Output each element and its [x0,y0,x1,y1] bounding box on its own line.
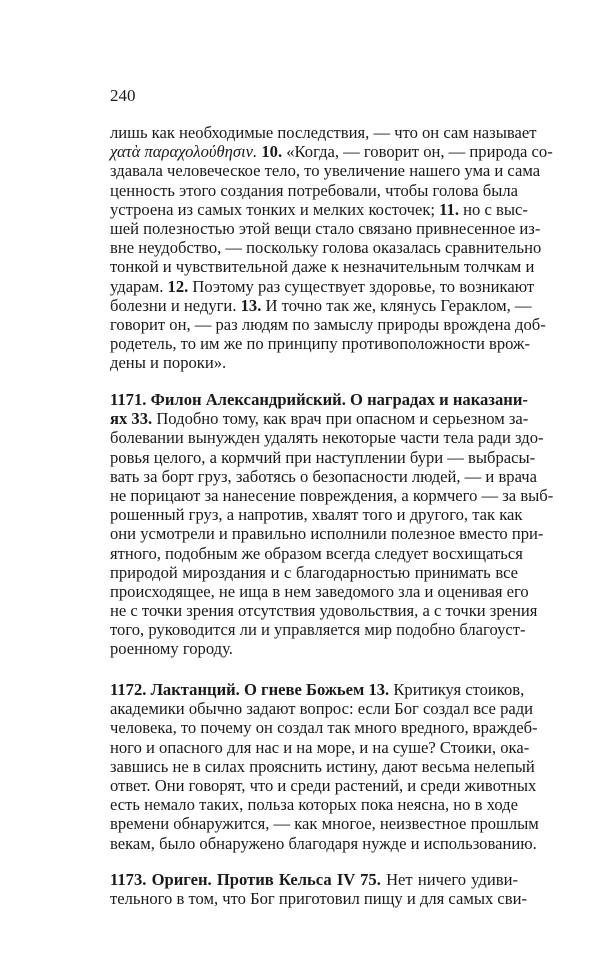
text-line [110,218,541,238]
text: шей полезностью этой вещи стало связано привнесенное из- [110,218,541,238]
text-line [110,833,537,853]
text-line [110,814,539,834]
text: болезни и недуги. [110,295,241,315]
text: здавала человеческое тело, то увеличение нашего ума и сама [110,161,541,181]
text: «Когда, — говорит он, — природа со- [282,142,553,162]
text: есть немало таких, польза которых пока неясна, но в ходе [110,795,518,815]
text-line [110,795,518,814]
text-line [110,680,525,699]
text-line [110,639,518,658]
text-line [110,295,532,315]
text-line [110,485,554,505]
text: болевании вынужден удалять некоторые части тела ради здо- [110,428,544,448]
text: Поэтому раз существует здоровье, то возникают [188,276,535,296]
text: ценность этого создания потребовали, чтобы голова была [110,180,518,200]
text-line [110,775,537,795]
text-line [110,756,535,776]
text: происходящее, не ища в нем заведомого зла и оценивая его [110,581,529,601]
text-line [110,447,536,467]
page-number: 240 [110,86,136,105]
paragraph [110,870,528,909]
text: векам, было обнаружено благодаря нужде и использованию. [110,833,537,853]
bold-text: 1172. Лактанций. О гневе Божьем 13. [110,680,390,699]
text: ного и опасного для нас и на море, и на суше? Стоики, ока- [110,737,530,757]
text: тонкой и чувствительной даже к незначительным толчкам и [110,257,535,277]
bold-text: 10. [261,142,283,162]
text-line [110,737,530,757]
text-line [110,199,528,219]
text: вне неудобство, — поскольку голова оказалась сравнительно [110,238,542,258]
bold-text: 11. [439,199,459,219]
text-line [110,601,538,621]
text-line [110,466,537,486]
text-line [110,699,534,719]
text: родетель, то им же по принципу противоположности врож- [110,334,531,354]
text: И точно так же, клянусь Гераклом, — [261,295,532,315]
text-line [110,889,528,909]
text-line [110,314,546,334]
text: Нет ничего удиви- [380,870,519,889]
text: роенному городу. [110,639,233,659]
text-line [110,390,528,409]
text-line [110,409,529,429]
text-line [110,123,537,142]
text: Критикуя стоиков, [389,680,525,699]
text: ударам. [110,276,168,296]
bold-text: 13. [240,295,262,315]
text-line [110,353,518,372]
text-line [110,581,529,601]
text: ответ. Они говорят, что и среди растений, и среди животных [110,775,537,795]
text-line [110,563,518,582]
text: дены и пороки». [110,353,227,373]
text: человека, то почему он создал так много вредного, враждеб- [110,718,538,738]
paragraph [110,390,554,659]
text: завшись не в силах прояснить истину, дают весьма нелепый [110,756,535,776]
text: они усмотрели и правильно исполнили полезное вместо при- [110,524,544,544]
text: времени обнаружится, — как многое, неизвестное прошлым [110,814,539,834]
text-line [110,238,542,258]
text: тельного в том, что Бог приготовил пищу и для самых сви- [110,889,528,909]
bold-text: 1173. Ориген. Против Кельса IV 75. [110,870,381,889]
bold-text: ях 33. [110,409,153,429]
text-line [110,428,544,448]
text: устроена из самых тонких и мелких косточек; [110,199,440,219]
text-line [110,524,544,544]
text-line [110,142,553,162]
text: не порицают за нанесение повреждения, а кормчего — за выб- [110,485,554,505]
text: Подобно тому, как врач при опасном и серьезном за- [152,409,529,429]
text: не с точки зрения отсутствия удовольствия, а с точки зрения [110,601,538,621]
text-line [110,505,523,525]
text: рошенный груз, а напротив, хвалят того и другого, так как [110,505,523,525]
text-line [110,181,518,200]
text: ровья целого, а кормчий при наступлении бури — выбрасы- [110,447,536,467]
text: того, руководится ли и управляется мир подобно благоуст- [110,620,526,640]
text-line [110,543,523,563]
text: говорит он, — раз людям по замыслу природы врождена доб- [110,314,546,334]
text-line [110,161,541,181]
text-line [110,718,538,738]
text-line [110,334,531,354]
greek-text: χατὰ παραχολούθησιν. [110,142,262,162]
text: академики обычно задают вопрос: если Бог создал все ради [110,699,534,719]
bold-text: 1171. Филон Александрийский. О наградах и наказани- [110,390,528,409]
text-line [110,620,526,640]
text: ятного, подобным же образом всегда следует восхищаться [110,543,523,563]
text: вать за борт груз, заботясь о безопасности людей, — и врача [110,466,537,486]
bold-text: 12. [167,276,189,296]
text: лишь как необходимые последствия, — что он сам называет [110,123,537,142]
paragraph [110,123,553,373]
text-line [110,276,535,296]
text: природой мироздания и с благодарностью принимать все [110,562,518,582]
text: но с выс- [459,199,528,219]
text-line [110,257,535,277]
text-line [110,870,518,889]
paragraph [110,680,539,853]
